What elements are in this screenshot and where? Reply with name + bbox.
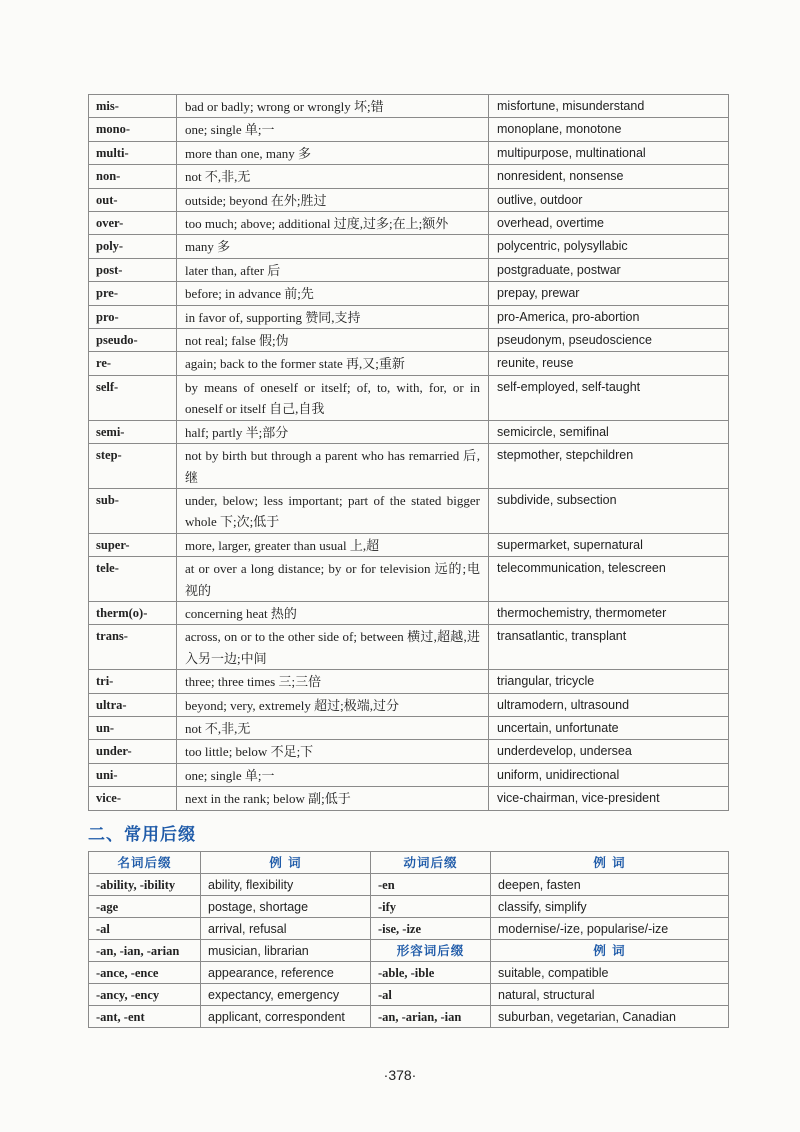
table-row: [89, 740, 729, 763]
meaning-cell: one; single 单;一: [177, 118, 489, 141]
prefix-cell: poly-: [89, 235, 177, 258]
prefix-cell: vice-: [89, 787, 177, 810]
meaning-cell: later than, after 后: [177, 258, 489, 281]
examples-cell: subdivide, subsection: [489, 488, 729, 533]
meaning-cell: not by birth but through a parent who has remarried 后,继: [177, 444, 489, 489]
meaning-cell: more than one, many 多: [177, 141, 489, 164]
prefix-cell: multi-: [89, 141, 177, 164]
verb-examples-cell: deepen, fasten: [491, 874, 729, 896]
prefix-cell: out-: [89, 188, 177, 211]
prefix-cell: semi-: [89, 420, 177, 443]
verb-suffix-header: 动词后缀: [371, 852, 491, 874]
noun-examples-cell: postage, shortage: [201, 896, 371, 918]
examples-cell: prepay, prewar: [489, 282, 729, 305]
examples-cell: reunite, reuse: [489, 352, 729, 375]
examples-cell: triangular, tricycle: [489, 670, 729, 693]
noun-suffix-cell: -ance, -ence: [89, 962, 201, 984]
meaning-cell: concerning heat 热的: [177, 601, 489, 624]
noun-suffix-header: 名词后缀: [89, 852, 201, 874]
table-row: [89, 763, 729, 786]
meaning-cell: outside; beyond 在外;胜过: [177, 188, 489, 211]
table-row: [89, 235, 729, 258]
suffix-table: [88, 851, 729, 1028]
prefix-cell: non-: [89, 165, 177, 188]
verb-suffix-cell: -ify: [371, 896, 491, 918]
noun-examples-cell: expectancy, emergency: [201, 984, 371, 1006]
adj-suffix-cell: -an, -arian, -ian: [371, 1006, 491, 1028]
prefix-cell: un-: [89, 716, 177, 739]
table-row: [89, 896, 729, 918]
meaning-cell: in favor of, supporting 赞同,支持: [177, 305, 489, 328]
examples-cell: thermochemistry, thermometer: [489, 601, 729, 624]
meaning-cell: again; back to the former state 再,又;重新: [177, 352, 489, 375]
noun-examples-cell: musician, librarian: [201, 940, 371, 962]
prefix-cell: mono-: [89, 118, 177, 141]
verb-examples-cell: classify, simplify: [491, 896, 729, 918]
examples-cell: pro-America, pro-abortion: [489, 305, 729, 328]
table-row: [89, 305, 729, 328]
prefix-cell: under-: [89, 740, 177, 763]
noun-examples-cell: appearance, reference: [201, 962, 371, 984]
prefix-cell: mis-: [89, 95, 177, 118]
prefix-cell: tele-: [89, 557, 177, 602]
meaning-cell: across, on or to the other side of; between 横过,超越,进入另一边;中间: [177, 625, 489, 670]
adj-examples-cell: suburban, vegetarian, Canadian: [491, 1006, 729, 1028]
meaning-cell: before; in advance 前;先: [177, 282, 489, 305]
examples-cell: supermarket, supernatural: [489, 533, 729, 556]
table-row: [89, 693, 729, 716]
prefix-cell: sub-: [89, 488, 177, 533]
examples-cell: uniform, unidirectional: [489, 763, 729, 786]
examples-cell: polycentric, polysyllabic: [489, 235, 729, 258]
prefix-table-body: [89, 95, 729, 811]
adj-suffix-cell: -able, -ible: [371, 962, 491, 984]
meaning-cell: bad or badly; wrong or wrongly 坏;错: [177, 95, 489, 118]
examples-cell: telecommunication, telescreen: [489, 557, 729, 602]
examples-cell: uncertain, unfortunate: [489, 716, 729, 739]
table-row: [89, 420, 729, 443]
table-row: [89, 984, 729, 1006]
table-row: [89, 95, 729, 118]
suffix-header-row: [89, 852, 729, 874]
table-row: [89, 940, 729, 962]
adj-suffix-header: 形容词后缀: [371, 940, 491, 962]
noun-examples-cell: arrival, refusal: [201, 918, 371, 940]
examples-cell: vice-chairman, vice-president: [489, 787, 729, 810]
adj-examples-cell: suitable, compatible: [491, 962, 729, 984]
table-row: [89, 212, 729, 235]
examples-cell: stepmother, stepchildren: [489, 444, 729, 489]
table-row: [89, 1006, 729, 1028]
prefix-cell: re-: [89, 352, 177, 375]
noun-examples-header: 例 词: [201, 852, 371, 874]
noun-examples-cell: ability, flexibility: [201, 874, 371, 896]
noun-suffix-cell: -age: [89, 896, 201, 918]
meaning-cell: half; partly 半;部分: [177, 420, 489, 443]
table-row: [89, 716, 729, 739]
meaning-cell: too little; below 不足;下: [177, 740, 489, 763]
meaning-cell: beyond; very, extremely 超过;极端,过分: [177, 693, 489, 716]
examples-cell: outlive, outdoor: [489, 188, 729, 211]
noun-suffix-cell: -ant, -ent: [89, 1006, 201, 1028]
table-row: [89, 141, 729, 164]
examples-cell: semicircle, semifinal: [489, 420, 729, 443]
noun-suffix-cell: -ability, -ibility: [89, 874, 201, 896]
page-number: ·378·: [383, 1067, 417, 1083]
meaning-cell: many 多: [177, 235, 489, 258]
adj-suffix-cell: -al: [371, 984, 491, 1006]
section-heading: 二、常用后缀: [88, 825, 196, 845]
table-row: [89, 670, 729, 693]
examples-cell: pseudonym, pseudoscience: [489, 329, 729, 352]
meaning-cell: three; three times 三;三倍: [177, 670, 489, 693]
examples-cell: misfortune, misunderstand: [489, 95, 729, 118]
table-row: [89, 557, 729, 602]
prefix-cell: self-: [89, 375, 177, 420]
examples-cell: ultramodern, ultrasound: [489, 693, 729, 716]
table-row: [89, 533, 729, 556]
noun-suffix-cell: -an, -ian, -arian: [89, 940, 201, 962]
meaning-cell: too much; above; additional 过度,过多;在上;额外: [177, 212, 489, 235]
prefix-cell: tri-: [89, 670, 177, 693]
prefix-table: [88, 94, 729, 811]
examples-cell: monoplane, monotone: [489, 118, 729, 141]
prefix-cell: pre-: [89, 282, 177, 305]
meaning-cell: not real; false 假;伪: [177, 329, 489, 352]
meaning-cell: under, below; less important; part of the stated bigger whole 下;次;低于: [177, 488, 489, 533]
table-row: [89, 488, 729, 533]
prefix-cell: ultra-: [89, 693, 177, 716]
table-row: [89, 165, 729, 188]
prefix-cell: over-: [89, 212, 177, 235]
examples-cell: multipurpose, multinational: [489, 141, 729, 164]
prefix-cell: step-: [89, 444, 177, 489]
table-row: [89, 329, 729, 352]
table-row: [89, 282, 729, 305]
adj-examples-cell: natural, structural: [491, 984, 729, 1006]
table-row: [89, 258, 729, 281]
verb-suffix-cell: -en: [371, 874, 491, 896]
table-row: [89, 918, 729, 940]
table-row: [89, 188, 729, 211]
verb-examples-cell: modernise/-ize, popularise/-ize: [491, 918, 729, 940]
table-row: [89, 352, 729, 375]
meaning-cell: more, larger, greater than usual 上,超: [177, 533, 489, 556]
examples-cell: overhead, overtime: [489, 212, 729, 235]
prefix-cell: therm(o)-: [89, 601, 177, 624]
verb-suffix-cell: -ise, -ize: [371, 918, 491, 940]
examples-cell: self-employed, self-taught: [489, 375, 729, 420]
examples-cell: nonresident, nonsense: [489, 165, 729, 188]
prefix-cell: post-: [89, 258, 177, 281]
verb-examples-header: 例 词: [491, 852, 729, 874]
table-row: [89, 874, 729, 896]
table-row: [89, 625, 729, 670]
examples-cell: postgraduate, postwar: [489, 258, 729, 281]
table-row: [89, 375, 729, 420]
meaning-cell: not 不,非,无: [177, 716, 489, 739]
table-row: [89, 787, 729, 810]
noun-suffix-cell: -ancy, -ency: [89, 984, 201, 1006]
table-row: [89, 444, 729, 489]
examples-cell: underdevelop, undersea: [489, 740, 729, 763]
prefix-cell: pro-: [89, 305, 177, 328]
table-row: [89, 962, 729, 984]
noun-suffix-cell: -al: [89, 918, 201, 940]
prefix-cell: super-: [89, 533, 177, 556]
meaning-cell: one; single 单;一: [177, 763, 489, 786]
adj-examples-header: 例 词: [491, 940, 729, 962]
noun-examples-cell: applicant, correspondent: [201, 1006, 371, 1028]
meaning-cell: not 不,非,无: [177, 165, 489, 188]
meaning-cell: at or over a long distance; by or for television 远的;电视的: [177, 557, 489, 602]
table-row: [89, 601, 729, 624]
table-row: [89, 118, 729, 141]
meaning-cell: next in the rank; below 副;低于: [177, 787, 489, 810]
prefix-cell: pseudo-: [89, 329, 177, 352]
prefix-cell: trans-: [89, 625, 177, 670]
meaning-cell: by means of oneself or itself; of, to, with, for, or in oneself or itself 自己,自我: [177, 375, 489, 420]
examples-cell: transatlantic, transplant: [489, 625, 729, 670]
prefix-cell: uni-: [89, 763, 177, 786]
